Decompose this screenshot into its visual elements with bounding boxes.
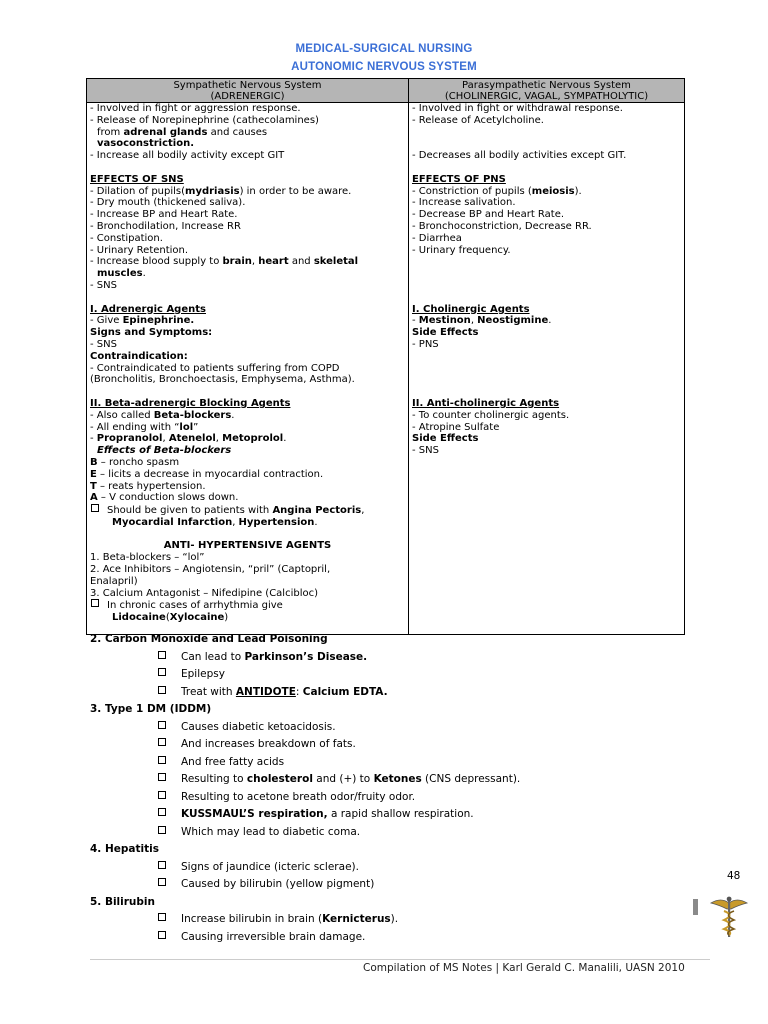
- section-title: 2. Carbon Monoxide and Lead Poisoning: [90, 633, 328, 645]
- beta-blocker-line: Effects of Beta-blockers: [97, 445, 232, 457]
- list-item: [90, 721, 690, 739]
- sns-header-line: (ADRENERGIC): [210, 91, 285, 102]
- text: – reats hypertension.: [96, 480, 206, 492]
- text: Causes diabetic ketoacidosis.: [181, 720, 336, 733]
- text: (CNS depressant).: [421, 773, 521, 785]
- pns-intro-line: - Decreases all bodily activities except GIT.: [412, 150, 627, 162]
- antihypertensive-line: [90, 612, 405, 624]
- text: Causing irreversible brain damage.: [181, 930, 366, 943]
- text: Should be given to patients with: [107, 505, 273, 517]
- checkbox-bullet-icon: [158, 756, 166, 764]
- sns-effect: [90, 186, 405, 198]
- text: ).: [574, 185, 582, 197]
- checkbox-bullet-icon: [158, 808, 166, 816]
- pns-intro-line: - Involved in fight or withdrawal response.: [412, 103, 623, 114]
- text: Angina Pectoris: [272, 505, 362, 517]
- text: T: [90, 480, 97, 492]
- text: Can lead to: [181, 650, 245, 663]
- list-item: [90, 738, 690, 756]
- checkbox-bullet-icon: [91, 599, 99, 607]
- cholinergic-line: - PNS: [412, 338, 439, 350]
- text: ANTIDOTE: [235, 685, 296, 698]
- pns-column: [409, 103, 685, 635]
- antihypertensive-line: 3. Calcium Antagonist – Nifedipine (Calcibloc): [90, 587, 319, 599]
- text: Resulting to acetone breath odor/fruity odor.: [181, 790, 416, 803]
- section-title: 3. Type 1 DM (IDDM): [90, 703, 212, 715]
- text: ,: [162, 433, 169, 445]
- text: and causes: [207, 126, 268, 138]
- text: Metoprolol: [222, 433, 284, 445]
- text: Beta-blockers: [153, 409, 232, 421]
- sns-intro-line: - Release of Norepinephrine (cathecolamines): [90, 114, 319, 126]
- text: B: [90, 456, 98, 468]
- text: Resulting to: [181, 773, 247, 785]
- text: adrenal glands: [123, 126, 208, 138]
- text: and (+) to: [312, 773, 374, 785]
- text: Signs of jaundice (icteric sclerae).: [181, 860, 359, 873]
- text: Kernicterus: [322, 913, 391, 925]
- text: Hypertension: [238, 516, 315, 528]
- pns-effect: - Bronchoconstriction, Decrease RR.: [412, 220, 592, 232]
- checkbox-bullet-icon: [158, 773, 166, 781]
- section-title: 5. Bilirubin: [90, 895, 155, 908]
- sns-effect: - SNS: [90, 279, 117, 291]
- text: .: [283, 433, 287, 445]
- cholinergic-line: [412, 315, 681, 327]
- section-title: 4. Hepatitis: [90, 843, 159, 855]
- checkbox-bullet-icon: [158, 668, 166, 676]
- text: muscles: [97, 268, 143, 280]
- anticholinergic-agents-title: II. Anti-cholinergic Agents: [412, 397, 560, 409]
- beta-blocker-line: [90, 457, 405, 469]
- sns-intro-line: - Involved in fight or aggression response.: [90, 103, 301, 114]
- list-item: [90, 808, 690, 826]
- checkbox-bullet-icon: [158, 738, 166, 746]
- text: Treat with: [181, 685, 236, 698]
- adrenergic-line: (Broncholitis, Bronchoectasis, Emphysema, Asthma).: [90, 374, 355, 386]
- text: Epilepsy: [181, 668, 225, 680]
- adrenergic-line: - Contraindicated to patients suffering from COPD: [90, 362, 340, 374]
- pns-effect: - Urinary frequency.: [412, 244, 511, 256]
- list-item: [90, 913, 690, 931]
- beta-blocker-line: [90, 422, 405, 434]
- text: And free fatty acids: [181, 755, 285, 768]
- adrenergic-line: Contraindication:: [90, 350, 188, 362]
- checkbox-bullet-icon: [158, 791, 166, 799]
- sns-effects-title: EFFECTS OF SNS: [90, 173, 184, 185]
- ans-comparison-table: [86, 78, 685, 635]
- sns-intro-line: - Increase all bodily activity except GIT: [90, 150, 285, 162]
- sns-effect: - Dry mouth (thickened saliva).: [90, 197, 246, 209]
- text: cholesterol: [246, 773, 313, 785]
- text: Neostigmine: [477, 315, 549, 327]
- adrenergic-line: [90, 315, 405, 327]
- text: ,: [232, 516, 239, 528]
- beta-blockers-title: II. Beta-adrenergic Blocking Agents: [90, 397, 291, 409]
- anticholinergic-line: Side Effects: [412, 433, 479, 445]
- list-item: [90, 826, 690, 844]
- text: .: [231, 409, 235, 421]
- text: .: [314, 516, 318, 528]
- text: - Increase blood supply to: [90, 256, 223, 268]
- sns-effect: - Increase BP and Heart Rate.: [90, 209, 238, 221]
- list-item: [90, 878, 690, 896]
- antihypertensive-title: ANTI- HYPERTENSIVE AGENTS: [163, 540, 332, 552]
- text: Atenelol: [168, 433, 216, 445]
- text: - All ending with “: [90, 421, 180, 433]
- text: and: [288, 256, 314, 268]
- sns-intro-line: vasoconstriction.: [97, 138, 195, 150]
- beta-blocker-line: [90, 469, 405, 481]
- text: Xylocaine: [169, 612, 225, 624]
- checkbox-bullet-icon: [158, 913, 166, 921]
- text: Which may lead to diabetic coma.: [181, 825, 361, 838]
- text: ,: [215, 433, 223, 445]
- text: KUSSMAUL’S respiration,: [181, 808, 328, 820]
- text: Epinephrine.: [122, 315, 195, 327]
- list-item: [90, 668, 690, 686]
- text: – licits a decrease in myocardial contraction.: [96, 468, 324, 480]
- beta-blocker-line: [90, 517, 405, 529]
- checkbox-bullet-icon: [158, 931, 166, 939]
- pns-header: [409, 79, 685, 103]
- document-title: MEDICAL-SURGICAL NURSING: [295, 43, 473, 55]
- list-item: [90, 931, 690, 949]
- sns-header-line: Sympathetic Nervous System: [173, 80, 322, 91]
- beta-blocker-line: [90, 410, 405, 422]
- text: ,: [361, 505, 365, 517]
- beta-blocker-line: [90, 481, 405, 493]
- anticholinergic-line: - To counter cholinergic agents.: [412, 409, 570, 421]
- text: Calcium EDTA.: [302, 685, 388, 698]
- sns-effect: - Constipation.: [90, 232, 163, 244]
- text: Increase bilirubin in brain (: [181, 913, 323, 925]
- text: - Give: [90, 315, 123, 327]
- sns-effect: [90, 256, 405, 268]
- text: - Constriction of pupils (: [412, 185, 532, 197]
- page-footer: Compilation of MS Notes | Karl Gerald C. Manalili, UASN 2010: [363, 962, 685, 974]
- text: heart: [258, 256, 289, 268]
- sns-header: [87, 79, 409, 103]
- text: – roncho spasm: [97, 456, 180, 468]
- text: Myocardial Infarction: [112, 516, 233, 528]
- text: A: [90, 492, 98, 504]
- sns-effect: - Urinary Retention.: [90, 244, 189, 256]
- text: from: [97, 126, 124, 138]
- antihypertensive-line: Enalapril): [90, 575, 138, 587]
- text: E: [90, 468, 97, 480]
- text: mydriasis: [185, 185, 240, 197]
- list-item: [90, 756, 690, 774]
- sns-intro-line: [90, 127, 405, 139]
- anticholinergic-line: - SNS: [412, 445, 439, 457]
- cholinergic-agents-title: I. Cholinergic Agents: [412, 303, 530, 315]
- checkbox-bullet-icon: [158, 651, 166, 659]
- sns-effect: [90, 268, 405, 280]
- checkbox-bullet-icon: [91, 504, 99, 512]
- pns-effect: - Diarrhea: [412, 232, 462, 244]
- text: lol: [179, 421, 194, 433]
- text: Caused by bilirubin (yellow pigment): [181, 878, 375, 890]
- text: - Also called: [90, 409, 154, 421]
- beta-blocker-line: [90, 492, 405, 504]
- text: :: [295, 685, 303, 698]
- sns-column: [87, 103, 409, 635]
- pns-effect: - Decrease BP and Heart Rate.: [412, 209, 565, 221]
- caduceus-icon: [691, 893, 768, 938]
- adrenergic-agents-title: I. Adrenergic Agents: [90, 303, 206, 315]
- sns-effect: - Bronchodilation, Increase RR: [90, 220, 241, 232]
- text: Parkinson’s Disease.: [244, 650, 368, 663]
- text: ): [224, 612, 229, 624]
- pns-header-line: (CHOLINERGIC, VAGAL, SYMPATHOLYTIC): [444, 91, 649, 102]
- text: Propranolol: [96, 433, 163, 445]
- checkbox-bullet-icon: [158, 826, 166, 834]
- notes-sections: [90, 633, 690, 948]
- text: And increases breakdown of fats.: [181, 738, 356, 750]
- checkbox-bullet-icon: [158, 721, 166, 729]
- list-item: [90, 861, 690, 879]
- adrenergic-line: Signs and Symptoms:: [90, 327, 213, 339]
- beta-blocker-line: [90, 433, 405, 445]
- text: Lidocaine: [112, 612, 166, 624]
- list-item: [90, 791, 690, 809]
- antihypertensive-line: [90, 599, 405, 612]
- text: (: [165, 612, 170, 624]
- checkbox-bullet-icon: [158, 861, 166, 869]
- pns-effects-title: EFFECTS OF PNS: [412, 173, 506, 185]
- text: brain: [222, 256, 252, 268]
- document-subtitle: AUTONOMIC NERVOUS SYSTEM: [291, 61, 477, 73]
- text: .: [142, 268, 146, 280]
- checkbox-bullet-icon: [158, 878, 166, 886]
- text: ,: [470, 315, 478, 327]
- text: In chronic cases of arrhythmia give: [107, 600, 283, 612]
- pns-effect: - Increase salivation.: [412, 197, 516, 209]
- beta-blocker-line: [90, 504, 405, 517]
- checkbox-bullet-icon: [158, 686, 166, 694]
- text: ,: [251, 256, 259, 268]
- pns-effect: [412, 186, 681, 198]
- text: – V conduction slows down.: [97, 492, 239, 504]
- list-item: [90, 686, 690, 704]
- text: Ketones: [373, 773, 422, 785]
- text: ) in order to be aware.: [239, 185, 352, 197]
- text: -: [412, 315, 419, 327]
- text: Mestinon: [418, 315, 471, 327]
- footer-divider: [90, 959, 710, 960]
- pns-intro-line: - Release of Acetylcholine.: [412, 114, 544, 126]
- text: .: [548, 315, 552, 327]
- anticholinergic-line: - Atropine Sulfate: [412, 421, 500, 433]
- text: skeletal: [313, 256, 359, 268]
- adrenergic-line: - SNS: [90, 338, 117, 350]
- text: - Dilation of pupils(: [90, 185, 186, 197]
- pns-header-line: Parasympathetic Nervous System: [462, 80, 631, 91]
- page-number: 48: [727, 870, 741, 882]
- antihypertensive-line: 1. Beta-blockers – “lol”: [90, 552, 205, 564]
- text: ).: [390, 913, 399, 925]
- text: meiosis: [531, 185, 575, 197]
- text: -: [90, 433, 97, 445]
- list-item: [90, 651, 690, 669]
- text: a rapid shallow respiration.: [327, 808, 474, 820]
- list-item: [90, 773, 690, 791]
- antihypertensive-line: 2. Ace Inhibitors – Angiotensin, “pril” (Captopril,: [90, 564, 331, 576]
- cholinergic-line: Side Effects: [412, 327, 479, 339]
- text: ”: [193, 421, 199, 433]
